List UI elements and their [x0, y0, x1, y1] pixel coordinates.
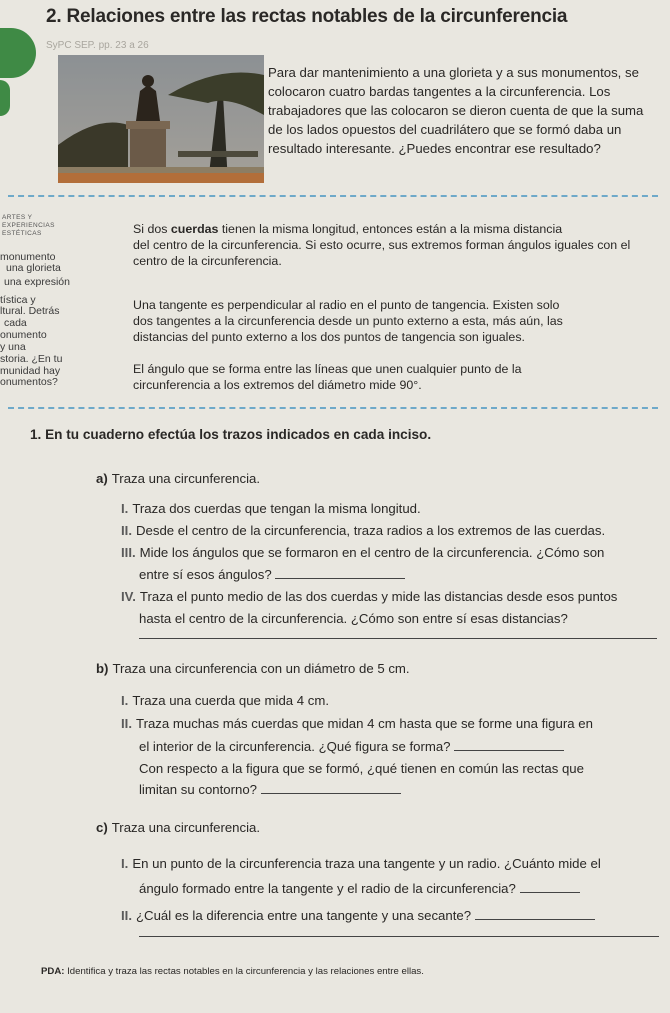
item-b-i: I. Traza una cuerda que mida 4 cm.: [121, 693, 330, 708]
item-a-i: I. Traza dos cuerdas que tengan la misma longitud.: [121, 501, 421, 516]
item-c-i: I. En un punto de la circunferencia traza una tangente y un radio. ¿Cuánto mide el: [121, 856, 601, 871]
item-a-iv-cont: hasta el centro de la circunferencia. ¿Cómo son entre sí esas distancias?: [139, 611, 568, 626]
answer-blank[interactable]: [475, 907, 595, 920]
sidebar-line: monumento: [0, 251, 56, 263]
answer-blank[interactable]: [454, 738, 564, 751]
answer-blank[interactable]: [275, 566, 405, 579]
pda-note: PDA: Identifica y traza las rectas notables en la circunferencia y las relaciones entre ellas.: [41, 966, 424, 977]
sidebar-tag-experiencias: EXPERIENCIAS: [2, 222, 55, 229]
lesson-reference: SyPC SEP. pp. 23 a 26: [46, 40, 149, 51]
item-a-iii-cont: entre sí esos ángulos?: [139, 563, 405, 586]
sidebar-line: una glorieta: [6, 262, 61, 274]
item-b-ii-cont3: limitan su contorno?: [139, 778, 401, 801]
section-tab-accent: [0, 80, 10, 116]
intro-paragraph: [268, 63, 658, 158]
sidebar-tag-esteticas: ESTÉTICAS: [2, 230, 42, 237]
sidebar-line: storia. ¿En tu: [0, 353, 63, 365]
sidebar-line: cada: [4, 317, 27, 329]
lesson-title: 2. Relaciones entre las rectas notables de la circunferencia: [46, 6, 568, 27]
item-a-iv: IV. Traza el punto medio de las dos cuerdas y mide las distancias desde esos puntos: [121, 589, 618, 604]
section-c: c) Traza una circunferencia.: [96, 820, 261, 835]
sidebar-line: tística y: [0, 294, 36, 306]
sidebar-tag-artes: ARTES Y: [2, 214, 33, 221]
answer-line[interactable]: [139, 936, 659, 937]
item-a-iii: III. Mide los ángulos que se formaron en el centro de la circunferencia. ¿Cómo son: [121, 545, 605, 560]
sidebar-line: onumento: [0, 329, 47, 341]
answer-blank[interactable]: [261, 781, 401, 794]
instructions-heading: 1. En tu cuaderno efectúa los trazos indicados en cada inciso.: [30, 427, 432, 442]
section-b: b) Traza una circunferencia con un diámetro de 5 cm.: [96, 661, 410, 676]
section-tab: [0, 28, 36, 78]
box-top-border: [8, 195, 658, 197]
item-c-i-cont: ángulo formado entre la tangente y el radio de la circunferencia?: [139, 877, 580, 900]
section-a: a) Traza una circunferencia.: [96, 471, 261, 486]
theorem-diameter: El ángulo que se forma entre las líneas que unen cualquier punto de la circunferencia a los extremos del diámetro mide 90°.: [133, 362, 522, 392]
box-bottom-border: [8, 407, 658, 409]
theorem-tangent: Una tangente es perpendicular al radio en el punto de tangencia. Existen solo dos tangentes a la circunferencia desde un punto externo a esta, más aún, las distancias del punto externo a los dos puntos de tangencia son iguales.: [133, 298, 563, 344]
answer-blank[interactable]: [520, 880, 580, 893]
answer-line[interactable]: [139, 638, 657, 639]
sidebar-line: munidad hay: [0, 365, 61, 377]
sidebar-line: una expresión: [4, 276, 70, 288]
item-b-ii: II. Traza muchas más cuerdas que midan 4 cm hasta que se forme una figura en: [121, 716, 593, 731]
item-c-ii: II. ¿Cuál es la diferencia entre una tangente y una secante?: [121, 904, 595, 927]
sidebar-line: y una: [0, 341, 26, 353]
item-b-ii-cont: el interior de la circunferencia. ¿Qué figura se forma?: [139, 735, 564, 758]
sidebar-line: ltural. Detrás: [0, 305, 60, 317]
sidebar-line: onumentos?: [0, 376, 58, 388]
item-a-ii: II. Desde el centro de la circunferencia, traza radios a los extremos de las cuerdas.: [121, 523, 606, 538]
item-b-ii-cont2: Con respecto a la figura que se formó, ¿qué tienen en común las rectas que: [139, 761, 584, 776]
intro-text: Para dar mantenimiento a una glorieta y a sus monumentos, se colocaron cuatro bardas tangentes a la circunferencia. Los trabajadores que las colocaron se dieron cuenta de que la suma de los lados opuestos del cuadrilátero que se formó daba un resultado interesante. ¿Puedes encontrar ese resultado?: [268, 65, 644, 156]
theorem-chords: Si dos cuerdas tienen la misma longitud, entonces están a la misma distancia del centro de la circunferencia. Si esto ocurre, sus extremos forman ángulos iguales con el centro de la circunferencia.: [133, 222, 631, 268]
monument-photo: [58, 55, 264, 183]
